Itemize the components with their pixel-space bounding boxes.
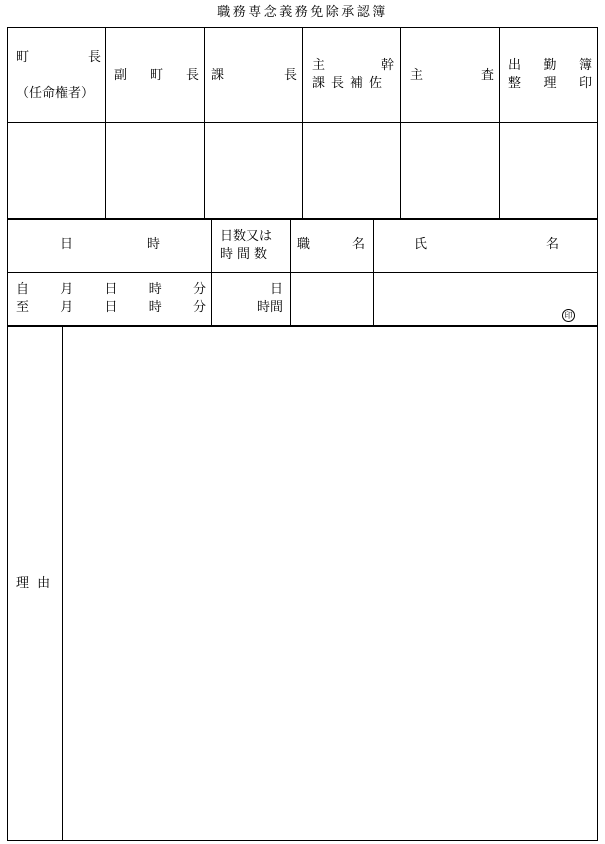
chief-staff-left: 主 — [312, 58, 326, 73]
attendance-stamp-cell[interactable] — [500, 123, 597, 218]
to-month: 月 — [60, 300, 74, 315]
days-hours-header-line2: 時間数 — [220, 247, 272, 262]
name-header-right: 名 — [545, 237, 559, 252]
position-header-right: 名 — [351, 237, 365, 252]
attendance-char: 勤 — [543, 58, 557, 73]
supervisor-left: 主 — [410, 68, 424, 83]
datetime-header-time: 時 — [146, 237, 160, 252]
datetime-header — [60, 236, 160, 254]
chief-staff-stamp-cell[interactable] — [303, 123, 400, 218]
from-day: 日 — [104, 282, 118, 297]
section-chief-left: 課 — [211, 68, 225, 83]
from-datetime-row[interactable] — [16, 281, 206, 299]
vice-mayor-char-1: 副 — [114, 68, 128, 83]
section-chief-header — [211, 67, 297, 85]
reason-input-area[interactable] — [63, 327, 597, 840]
attendance-char: 簿 — [578, 58, 592, 73]
deputy-section-chief-label: 課長補佐 — [312, 76, 389, 91]
page-title: 職務専念義務免除承認簿 — [217, 5, 388, 20]
section-chief-stamp-cell[interactable] — [205, 123, 302, 218]
to-day: 日 — [104, 300, 118, 315]
to-hour: 時 — [148, 300, 162, 315]
to-minute: 分 — [192, 300, 206, 315]
mayor-stamp-cell[interactable] — [7, 123, 105, 218]
mayor-header — [16, 49, 101, 67]
chief-staff-header — [312, 57, 394, 75]
name-header — [414, 236, 559, 254]
attendance-char: 出 — [508, 58, 522, 73]
supervisor-stamp-cell[interactable] — [401, 123, 499, 218]
attendance-char: 整 — [508, 76, 522, 91]
supervisor-header — [410, 67, 494, 85]
section-chief-right: 長 — [283, 68, 297, 83]
to-datetime-row[interactable] — [16, 299, 206, 317]
vice-mayor-char-2: 町 — [149, 68, 163, 83]
from-hour: 時 — [148, 282, 162, 297]
mayor-label-left: 町 — [16, 50, 30, 65]
from-month: 月 — [60, 282, 74, 297]
vice-mayor-stamp-cell[interactable] — [106, 123, 204, 218]
days-hours-header-line1: 日数又は — [220, 229, 273, 244]
from-minute: 分 — [192, 282, 206, 297]
attendance-header-line1 — [508, 57, 592, 75]
reason-label: 理 由 — [16, 576, 53, 591]
hour-unit-label: 時間 — [256, 300, 283, 315]
vice-mayor-char-3: 長 — [185, 68, 199, 83]
seal-icon: 印 — [562, 309, 575, 322]
position-header-left: 職 — [297, 237, 311, 252]
appointing-authority-label: （任命権者） — [16, 86, 95, 101]
chief-staff-right: 幹 — [380, 58, 394, 73]
name-header-left: 氏 — [414, 237, 428, 252]
position-header — [297, 236, 365, 254]
vice-mayor-header — [114, 67, 199, 85]
position-input-cell[interactable] — [291, 273, 373, 325]
supervisor-right: 査 — [480, 68, 494, 83]
datetime-header-day: 日 — [60, 237, 74, 252]
to-prefix: 至 — [16, 300, 30, 315]
day-unit-label: 日 — [269, 282, 283, 297]
attendance-header-line2 — [508, 75, 592, 93]
attendance-char: 印 — [578, 76, 592, 91]
attendance-char: 理 — [543, 76, 557, 91]
from-prefix: 自 — [16, 282, 30, 297]
mayor-label-right: 長 — [87, 50, 101, 65]
